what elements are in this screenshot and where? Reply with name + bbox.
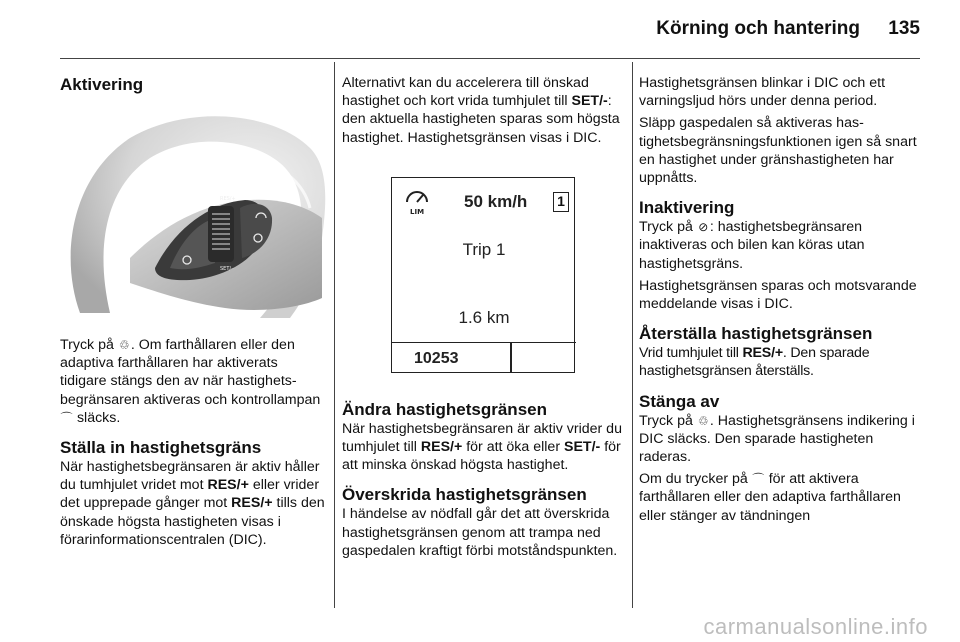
- page-title: Körning och hantering: [656, 18, 860, 39]
- header-divider: [60, 58, 920, 59]
- page-number: 135: [888, 18, 920, 39]
- column-3: [639, 74, 923, 525]
- paragraph-stanga-av: Tryck på ♲. Hastighetsgränsens indikering i DIC släcks. Den sparade hastigheten raderas.: [639, 412, 915, 466]
- column-2: [342, 74, 624, 560]
- steering-wheel-figure: [60, 108, 326, 318]
- column-1: [60, 74, 326, 549]
- res-label: RES/+: [220, 196, 236, 202]
- paragraph-slapp: Släpp gaspedalen så aktiveras hastighetsbegränsningsfunktionen igen så snart en hastighet under gränshastigheten har uppnåtts.: [639, 115, 917, 187]
- paragraph-aktivering: Tryck på ♲. Om farthållaren eller den adaptiva farthållaren har aktiverats tidigare stängs den av när hastighetsbegränsaren aktiveras och kontrollampan ⌒ släcks.: [60, 337, 321, 426]
- paragraph-inaktivering: Tryck på ⊘: hastighetsbegränsaren inaktiveras och bilen kan köras utan hastighetsgräns.: [639, 219, 865, 272]
- watermark: carmanualsonline.info: [703, 614, 928, 639]
- speed-limiter-icon: ♲: [118, 338, 130, 352]
- section-heading-aktivering: Aktivering: [60, 75, 144, 94]
- dic-gear-indicator: 1: [553, 192, 569, 212]
- dic-display-figure: [342, 167, 624, 385]
- paragraph-sparas: Hastighetsgränsen sparas och motsvarande meddelande visas i DIC.: [639, 277, 917, 313]
- section-heading-aterstalla: Återställa hastighetsgränsen: [639, 324, 873, 344]
- speed-limiter-icon: [404, 188, 430, 216]
- dic-bottom-divider: [510, 343, 512, 373]
- column-divider-1: [334, 62, 335, 608]
- section-heading-inaktivering: Inaktivering: [639, 198, 735, 218]
- dic-bottom-bar: [392, 342, 576, 372]
- cruise-control-icon: ⌒: [60, 410, 73, 425]
- column-divider-2: [632, 62, 633, 608]
- set-label: SET/–: [220, 266, 234, 272]
- cancel-icon: ⊘: [698, 220, 709, 235]
- paragraph-andra: När hastighetsbegränsaren är aktiv vrider du tumhjulet till RES/+ för att öka eller SET/- för att minska önskad högsta hastighet.: [342, 420, 622, 474]
- section-heading-stalla-in: Ställa in hastighetsgräns: [60, 438, 262, 458]
- steering-wheel-illustration: [60, 108, 326, 318]
- dic-distance: 1.6 km: [458, 307, 510, 327]
- dic-speed-value: 50 km/h: [464, 191, 528, 211]
- paragraph-stalla-in: När hastighetsbegränsaren är aktiv håller du tumhjulet vridet mot RES/+ eller vrider det upprepade gånger mot RES/+ tills den önskade högsta hastigheten visas i förarinformationscentralen (DIC).: [60, 459, 325, 548]
- paragraph-blinkar: Hastighetsgränsen blinkar i DIC och ett varningsljud hörs under denna period.: [639, 75, 886, 110]
- paragraph-aterstalla: Vrid tumhjulet till RES/+. Den sparade hastighetsgränsen återställs.: [639, 345, 870, 380]
- paragraph-alternativt: Alternativt kan du accelerera till önskad hastighet och kort vrida tumhjulet till SET/-: den aktuella hastigheten sparas som högsta hastighet. Hastighetsgränsen visas i DIC.: [342, 75, 620, 146]
- svg-text:LIM: LIM: [410, 207, 425, 216]
- paragraph-overskrida: I händelse av nödfall går det att överskrida hastighetsgränsen genom att trampa ned gaspedalen kraftigt förbi motståndspunkten.: [342, 506, 618, 559]
- speed-limiter-icon: ♲: [697, 413, 709, 428]
- section-heading-overskrida: Överskrida hastighetsgränsen: [342, 485, 587, 505]
- section-heading-stanga-av: Stänga av: [639, 391, 720, 411]
- dic-odometer: 10253: [414, 349, 459, 367]
- paragraph-om-du-trycker: Om du trycker på ⌒ för att aktivera farthållaren eller den adaptiva farthållaren eller stänger av tändningen: [639, 471, 901, 524]
- cruise-control-icon: ⌒: [752, 472, 765, 487]
- dic-trip-label: Trip 1: [462, 239, 506, 259]
- dic-panel: [391, 177, 575, 373]
- section-heading-andra: Ändra hastighetsgränsen: [342, 399, 547, 419]
